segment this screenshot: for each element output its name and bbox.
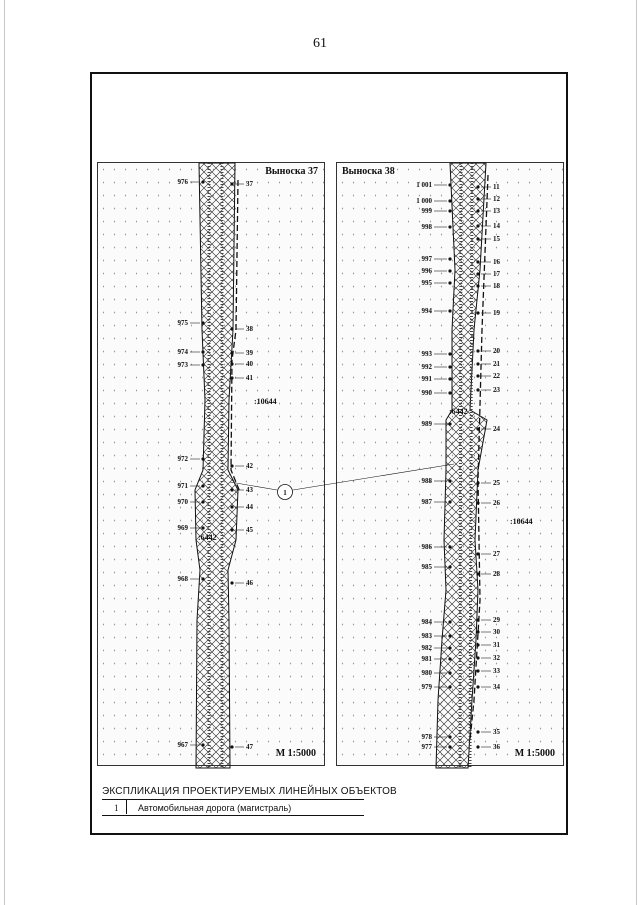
parcel-label: :10644	[510, 517, 533, 526]
legend-separator	[126, 800, 127, 814]
boundary-point-marker	[230, 351, 233, 354]
boundary-point-label: 29	[493, 616, 500, 624]
boundary-point-label: 18	[493, 282, 500, 290]
boundary-point-label: 40	[246, 360, 253, 368]
boundary-point-label: 30	[493, 628, 500, 636]
boundary-point-label: 969	[177, 524, 188, 532]
boundary-point-marker	[476, 284, 479, 287]
callout-number: 1	[283, 489, 287, 497]
boundary-point-label: 16	[493, 258, 500, 266]
boundary-point-label: 27	[493, 550, 500, 558]
page-number: 61	[313, 36, 327, 51]
boundary-point-label: 971	[177, 482, 188, 490]
boundary-point-marker	[230, 362, 233, 365]
boundary-point-marker	[448, 422, 451, 425]
boundary-point-label: 20	[493, 347, 500, 355]
boundary-point-marker	[230, 488, 233, 491]
boundary-point-marker	[476, 388, 479, 391]
boundary-point-marker	[476, 260, 479, 263]
boundary-point-label: 11	[493, 183, 500, 191]
boundary-point-marker	[230, 581, 233, 584]
boundary-point-marker	[201, 526, 204, 529]
boundary-point-marker	[476, 427, 479, 430]
boundary-point-marker	[201, 500, 204, 503]
boundary-point-label: 982	[421, 644, 432, 652]
boundary-point-label: 989	[421, 420, 432, 428]
boundary-point-marker	[448, 183, 451, 186]
boundary-point-marker	[476, 618, 479, 621]
boundary-point-marker	[476, 730, 479, 733]
boundary-point-marker	[448, 479, 451, 482]
boundary-point-marker	[476, 311, 479, 314]
boundary-point-label: 32	[493, 654, 500, 662]
boundary-point-label: 23	[493, 386, 500, 394]
boundary-point-marker	[476, 656, 479, 659]
boundary-point-marker	[476, 552, 479, 555]
boundary-point-marker	[476, 374, 479, 377]
boundary-point-label: 970	[177, 498, 188, 506]
boundary-point-marker	[448, 620, 451, 623]
boundary-point-label: 46	[246, 579, 253, 587]
boundary-point-label: 994	[421, 307, 432, 315]
boundary-point-label: 972	[177, 455, 188, 463]
boundary-point-marker	[448, 745, 451, 748]
boundary-point-label: 47	[246, 743, 253, 751]
boundary-point-marker	[448, 199, 451, 202]
boundary-point-label: 22	[493, 372, 500, 380]
boundary-point-marker	[476, 572, 479, 575]
boundary-point-label: 967	[177, 741, 188, 749]
boundary-point-marker	[476, 481, 479, 484]
boundary-point-marker	[448, 365, 451, 368]
boundary-point-marker	[476, 643, 479, 646]
boundary-point-label: 987	[421, 498, 432, 506]
boundary-point-label: 13	[493, 207, 500, 215]
boundary-point-label: 31	[493, 641, 500, 649]
boundary-point-marker	[230, 745, 233, 748]
callout-leaders	[230, 464, 454, 490]
boundary-point-label: 992	[421, 363, 432, 371]
boundary-point-marker	[476, 685, 479, 688]
boundary-point-label: 979	[421, 683, 432, 691]
boundary-point-marker	[448, 565, 451, 568]
legend-rule-bottom	[102, 815, 364, 816]
boundary-point-label: 36	[493, 743, 500, 751]
boundary-point-label: 1 000	[416, 197, 432, 205]
segment-label: :6442	[449, 407, 468, 416]
boundary-point-label: 39	[246, 349, 253, 357]
boundary-point-label: 41	[246, 374, 253, 382]
boundary-point-marker	[230, 182, 233, 185]
boundary-point-label: 977	[421, 743, 432, 751]
boundary-point-marker	[448, 269, 451, 272]
parcel-label: :10644	[254, 397, 277, 406]
boundary-point-label: 975	[177, 319, 188, 327]
boundary-point-label: 1 001	[416, 181, 432, 189]
boundary-point-marker	[448, 735, 451, 738]
segment-label: :6442	[198, 533, 217, 542]
boundary-point-marker	[201, 484, 204, 487]
scale-label: М 1:5000	[275, 748, 316, 759]
boundary-point-marker	[230, 376, 233, 379]
boundary-point-marker	[448, 391, 451, 394]
boundary-point-label: 38	[246, 325, 253, 333]
boundary-point-label: 37	[246, 180, 253, 188]
boundary-point-marker	[201, 350, 204, 353]
boundary-point-marker	[448, 545, 451, 548]
boundary-point-label: 990	[421, 389, 432, 397]
boundary-point-label: 980	[421, 669, 432, 677]
boundary-point-marker	[476, 197, 479, 200]
boundary-point-label: 17	[493, 270, 500, 278]
boundary-point-label: 968	[177, 575, 188, 583]
boundary-point-label: 42	[246, 462, 253, 470]
boundary-point-label: 993	[421, 350, 432, 358]
boundary-point-marker	[448, 685, 451, 688]
boundary-point-label: 997	[421, 255, 432, 263]
boundary-point-label: 44	[246, 503, 253, 511]
boundary-point-marker	[448, 309, 451, 312]
boundary-point-marker	[448, 209, 451, 212]
boundary-point-marker	[201, 457, 204, 460]
boundary-point-label: 999	[421, 207, 432, 215]
legend-rule-top	[102, 799, 364, 800]
boundary-point-marker	[448, 671, 451, 674]
boundary-point-label: 985	[421, 563, 432, 571]
boundary-point-label: 988	[421, 477, 432, 485]
boundary-point-label: 21	[493, 360, 500, 368]
boundary-point-label: 43	[246, 486, 253, 494]
boundary-point-marker	[230, 464, 233, 467]
boundary-point-label: 974	[177, 348, 188, 356]
boundary-point-marker	[230, 505, 233, 508]
legend-row-number: 1	[114, 803, 119, 813]
boundary-point-label: 991	[421, 375, 432, 383]
boundary-point-label: 983	[421, 632, 432, 640]
boundary-point-label: 973	[177, 361, 188, 369]
boundary-point-marker	[476, 630, 479, 633]
boundary-point-label: 45	[246, 526, 253, 534]
boundary-point-marker	[448, 646, 451, 649]
boundary-point-marker	[448, 634, 451, 637]
boundary-point-marker	[201, 180, 204, 183]
boundary-point-label: 978	[421, 733, 432, 741]
legend-title: ЭКСПЛИКАЦИЯ ПРОЕКТИРУЕМЫХ ЛИНЕЙНЫХ ОБЪЕКТОВ	[102, 786, 397, 797]
boundary-point-label: 26	[493, 499, 500, 507]
boundary-point-marker	[201, 743, 204, 746]
boundary-point-label: 28	[493, 570, 500, 578]
boundary-point-marker	[201, 363, 204, 366]
boundary-point-label: 12	[493, 195, 500, 203]
boundary-point-marker	[476, 224, 479, 227]
panel-title: Выноска 38	[342, 166, 395, 177]
boundary-point-label: 15	[493, 235, 500, 243]
boundary-point-marker	[448, 500, 451, 503]
boundary-point-label: 34	[493, 683, 500, 691]
boundary-point-label: 14	[493, 222, 500, 230]
boundary-point-marker	[448, 377, 451, 380]
boundary-point-marker	[448, 352, 451, 355]
boundary-point-marker	[448, 657, 451, 660]
boundary-point-marker	[476, 745, 479, 748]
boundary-point-marker	[476, 669, 479, 672]
boundary-point-marker	[201, 577, 204, 580]
boundary-point-label: 35	[493, 728, 500, 736]
boundary-point-marker	[476, 237, 479, 240]
boundary-point-label: 996	[421, 267, 432, 275]
boundary-point-marker	[476, 209, 479, 212]
boundary-point-label: 976	[177, 178, 188, 186]
boundary-point-marker	[230, 528, 233, 531]
boundary-point-marker	[476, 185, 479, 188]
boundary-point-marker	[201, 321, 204, 324]
boundary-point-marker	[476, 272, 479, 275]
boundary-point-label: 995	[421, 279, 432, 287]
boundary-point-label: 25	[493, 479, 500, 487]
boundary-point-label: 986	[421, 543, 432, 551]
boundary-point-label: 33	[493, 667, 500, 675]
boundary-point-marker	[476, 349, 479, 352]
boundary-point-label: 19	[493, 309, 500, 317]
legend-row-name: Автомобильная дорога (магистраль)	[138, 803, 292, 813]
boundary-point-label: 981	[421, 655, 432, 663]
boundary-point-marker	[448, 257, 451, 260]
boundary-point-marker	[476, 501, 479, 504]
boundary-point-marker	[476, 362, 479, 365]
panel-title: Выноска 37	[265, 166, 318, 177]
boundary-point-label: 984	[421, 618, 432, 626]
boundary-point-marker	[448, 281, 451, 284]
scale-label: М 1:5000	[514, 748, 555, 759]
boundary-point-label: 998	[421, 223, 432, 231]
boundary-point-marker	[448, 225, 451, 228]
boundary-point-marker	[230, 327, 233, 330]
boundary-point-label: 24	[493, 425, 500, 433]
